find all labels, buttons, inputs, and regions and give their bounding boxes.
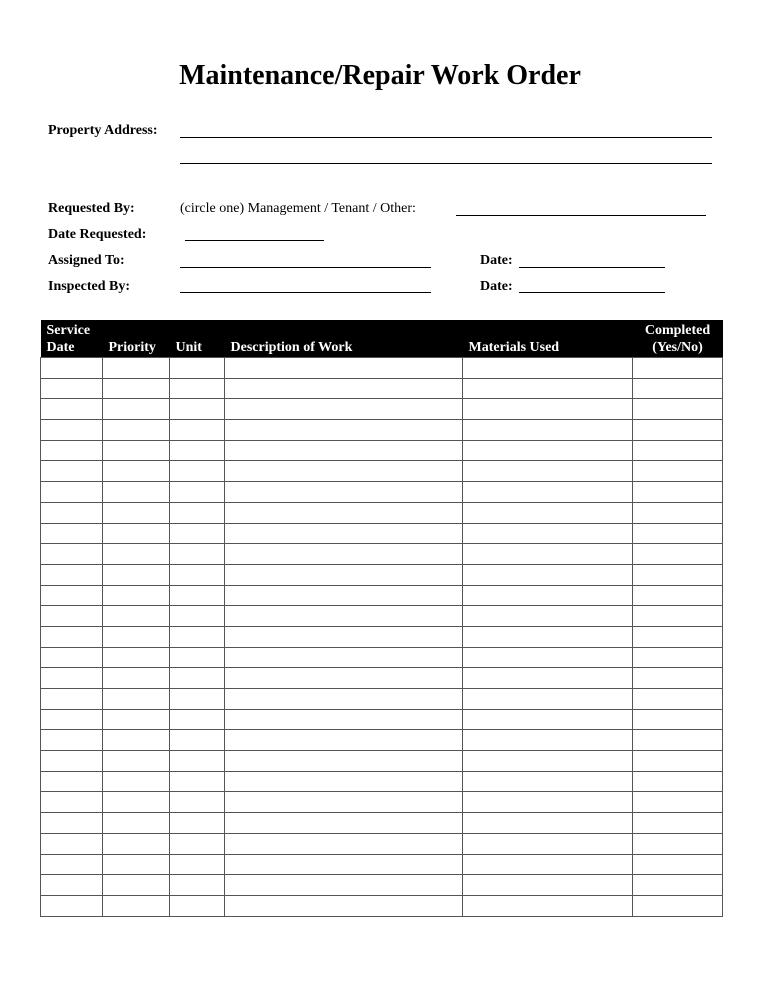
cell-description[interactable] <box>225 792 463 813</box>
cell-materials[interactable] <box>463 647 633 668</box>
cell-completed[interactable] <box>633 751 723 772</box>
cell-materials[interactable] <box>463 689 633 710</box>
table-row <box>41 585 723 606</box>
cell-completed[interactable] <box>633 668 723 689</box>
cell-unit[interactable] <box>170 833 225 854</box>
cell-description[interactable] <box>225 564 463 585</box>
table-row <box>41 523 723 544</box>
cell-priority[interactable] <box>103 564 170 585</box>
cell-unit[interactable] <box>170 854 225 875</box>
cell-description[interactable] <box>225 771 463 792</box>
table-row <box>41 440 723 461</box>
cell-unit[interactable] <box>170 875 225 896</box>
cell-priority[interactable] <box>103 461 170 482</box>
cell-unit[interactable] <box>170 399 225 420</box>
cell-service-date[interactable] <box>41 420 103 441</box>
cell-service-date[interactable] <box>41 668 103 689</box>
cell-service-date[interactable] <box>41 440 103 461</box>
cell-description[interactable] <box>225 854 463 875</box>
cell-materials[interactable] <box>463 730 633 751</box>
cell-description[interactable] <box>225 875 463 896</box>
cell-unit[interactable] <box>170 378 225 399</box>
cell-service-date[interactable] <box>41 606 103 627</box>
cell-materials[interactable] <box>463 854 633 875</box>
requested-by-options-text: (circle one) Management / Tenant / Other: <box>180 201 416 216</box>
cell-materials[interactable] <box>463 771 633 792</box>
cell-unit[interactable] <box>170 544 225 565</box>
assigned-to-line[interactable] <box>180 267 431 268</box>
cell-description[interactable] <box>225 647 463 668</box>
requested-by-options <box>180 201 416 217</box>
cell-unit[interactable] <box>170 751 225 772</box>
cell-priority[interactable] <box>103 358 170 379</box>
cell-unit[interactable] <box>170 813 225 834</box>
cell-unit[interactable] <box>170 358 225 379</box>
requested-by-label: Requested By: <box>48 201 135 216</box>
cell-unit[interactable] <box>170 792 225 813</box>
cell-materials[interactable] <box>463 792 633 813</box>
cell-unit[interactable] <box>170 730 225 751</box>
cell-completed[interactable] <box>633 585 723 606</box>
cell-unit[interactable] <box>170 523 225 544</box>
table-row <box>41 399 723 420</box>
table-row <box>41 668 723 689</box>
requested-by-other-line[interactable] <box>456 215 706 216</box>
cell-completed[interactable] <box>633 523 723 544</box>
cell-description[interactable] <box>225 523 463 544</box>
cell-service-date[interactable] <box>41 564 103 585</box>
cell-service-date[interactable] <box>41 399 103 420</box>
cell-description[interactable] <box>225 440 463 461</box>
cell-completed[interactable] <box>633 378 723 399</box>
cell-materials[interactable] <box>463 502 633 523</box>
cell-description[interactable] <box>225 358 463 379</box>
assigned-date-label: Date: <box>480 253 513 268</box>
cell-service-date[interactable] <box>41 813 103 834</box>
cell-completed[interactable] <box>633 833 723 854</box>
cell-priority[interactable] <box>103 523 170 544</box>
cell-priority[interactable] <box>103 585 170 606</box>
cell-service-date[interactable] <box>41 854 103 875</box>
cell-materials[interactable] <box>463 544 633 565</box>
cell-description[interactable] <box>225 544 463 565</box>
cell-description[interactable] <box>225 585 463 606</box>
date-requested-line[interactable] <box>185 240 324 241</box>
cell-completed[interactable] <box>633 544 723 565</box>
cell-completed[interactable] <box>633 813 723 834</box>
cell-completed[interactable] <box>633 420 723 441</box>
cell-service-date[interactable] <box>41 461 103 482</box>
cell-description[interactable] <box>225 751 463 772</box>
cell-priority[interactable] <box>103 875 170 896</box>
cell-completed[interactable] <box>633 482 723 503</box>
cell-unit[interactable] <box>170 606 225 627</box>
cell-priority[interactable] <box>103 730 170 751</box>
cell-service-date[interactable] <box>41 523 103 544</box>
cell-description[interactable] <box>225 895 463 916</box>
cell-description[interactable] <box>225 378 463 399</box>
table-row <box>41 709 723 730</box>
cell-priority[interactable] <box>103 544 170 565</box>
cell-priority[interactable] <box>103 502 170 523</box>
cell-materials[interactable] <box>463 420 633 441</box>
cell-service-date[interactable] <box>41 730 103 751</box>
table-row <box>41 502 723 523</box>
cell-completed[interactable] <box>633 440 723 461</box>
cell-completed[interactable] <box>633 875 723 896</box>
cell-unit[interactable] <box>170 647 225 668</box>
cell-materials[interactable] <box>463 709 633 730</box>
table-row <box>41 482 723 503</box>
assigned-date-line[interactable] <box>519 267 665 268</box>
cell-description[interactable] <box>225 606 463 627</box>
cell-unit[interactable] <box>170 626 225 647</box>
table-row <box>41 689 723 710</box>
cell-service-date[interactable] <box>41 771 103 792</box>
cell-service-date[interactable] <box>41 689 103 710</box>
cell-completed[interactable] <box>633 771 723 792</box>
cell-unit[interactable] <box>170 585 225 606</box>
col-header-materials: Materials Used <box>463 320 633 358</box>
cell-materials[interactable] <box>463 813 633 834</box>
cell-completed[interactable] <box>633 399 723 420</box>
col-header-unit: Unit <box>170 320 225 358</box>
cell-completed[interactable] <box>633 606 723 627</box>
cell-priority[interactable] <box>103 833 170 854</box>
col-header-description: Description of Work <box>225 320 463 358</box>
cell-service-date[interactable] <box>41 709 103 730</box>
cell-priority[interactable] <box>103 813 170 834</box>
cell-completed[interactable] <box>633 626 723 647</box>
cell-materials[interactable] <box>463 833 633 854</box>
cell-unit[interactable] <box>170 461 225 482</box>
inspected-date-label: Date: <box>480 279 513 294</box>
table-row <box>41 544 723 565</box>
cell-unit[interactable] <box>170 668 225 689</box>
date-requested-label: Date Requested: <box>48 227 147 242</box>
cell-description[interactable] <box>225 626 463 647</box>
cell-priority[interactable] <box>103 689 170 710</box>
cell-description[interactable] <box>225 461 463 482</box>
col-header-completed: Completed (Yes/No) <box>633 320 723 358</box>
cell-description[interactable] <box>225 399 463 420</box>
cell-priority[interactable] <box>103 420 170 441</box>
cell-description[interactable] <box>225 730 463 751</box>
cell-unit[interactable] <box>170 440 225 461</box>
cell-service-date[interactable] <box>41 833 103 854</box>
assigned-to-label: Assigned To: <box>48 253 125 268</box>
cell-materials[interactable] <box>463 378 633 399</box>
work-order-table <box>40 320 723 917</box>
cell-priority[interactable] <box>103 482 170 503</box>
property-address-label: Property Address: <box>48 123 158 138</box>
cell-priority[interactable] <box>103 440 170 461</box>
cell-priority[interactable] <box>103 709 170 730</box>
cell-service-date[interactable] <box>41 482 103 503</box>
cell-completed[interactable] <box>633 358 723 379</box>
cell-service-date[interactable] <box>41 626 103 647</box>
inspected-by-label: Inspected By: <box>48 279 131 294</box>
cell-description[interactable] <box>225 502 463 523</box>
cell-description[interactable] <box>225 482 463 503</box>
cell-materials[interactable] <box>463 440 633 461</box>
table-row <box>41 420 723 441</box>
cell-materials[interactable] <box>463 399 633 420</box>
page-title: Maintenance/Repair Work Order <box>179 60 581 91</box>
cell-unit[interactable] <box>170 502 225 523</box>
table-row <box>41 792 723 813</box>
cell-description[interactable] <box>225 813 463 834</box>
cell-materials[interactable] <box>463 895 633 916</box>
cell-materials[interactable] <box>463 751 633 772</box>
table-row <box>41 626 723 647</box>
cell-service-date[interactable] <box>41 792 103 813</box>
cell-materials[interactable] <box>463 585 633 606</box>
cell-service-date[interactable] <box>41 358 103 379</box>
cell-priority[interactable] <box>103 792 170 813</box>
cell-unit[interactable] <box>170 482 225 503</box>
cell-service-date[interactable] <box>41 895 103 916</box>
cell-priority[interactable] <box>103 647 170 668</box>
cell-description[interactable] <box>225 833 463 854</box>
table-row <box>41 647 723 668</box>
cell-service-date[interactable] <box>41 585 103 606</box>
col-header-priority: Priority <box>103 320 170 358</box>
cell-priority[interactable] <box>103 626 170 647</box>
table-row <box>41 833 723 854</box>
cell-priority[interactable] <box>103 668 170 689</box>
table-row <box>41 358 723 379</box>
property-address-line-1[interactable] <box>180 137 712 138</box>
cell-completed[interactable] <box>633 647 723 668</box>
table-header-row <box>41 320 723 358</box>
cell-priority[interactable] <box>103 606 170 627</box>
cell-priority[interactable] <box>103 399 170 420</box>
cell-unit[interactable] <box>170 420 225 441</box>
cell-priority[interactable] <box>103 771 170 792</box>
cell-completed[interactable] <box>633 792 723 813</box>
cell-materials[interactable] <box>463 875 633 896</box>
cell-completed[interactable] <box>633 895 723 916</box>
col-header-service-date: Service Date <box>41 320 103 358</box>
cell-materials[interactable] <box>463 461 633 482</box>
cell-unit[interactable] <box>170 895 225 916</box>
cell-service-date[interactable] <box>41 751 103 772</box>
table-row <box>41 730 723 751</box>
cell-materials[interactable] <box>463 523 633 544</box>
table-row <box>41 771 723 792</box>
cell-description[interactable] <box>225 709 463 730</box>
cell-materials[interactable] <box>463 626 633 647</box>
table-row <box>41 606 723 627</box>
table-row <box>41 875 723 896</box>
table-row <box>41 564 723 585</box>
cell-service-date[interactable] <box>41 875 103 896</box>
cell-service-date[interactable] <box>41 544 103 565</box>
cell-materials[interactable] <box>463 564 633 585</box>
cell-priority[interactable] <box>103 895 170 916</box>
cell-materials[interactable] <box>463 358 633 379</box>
cell-completed[interactable] <box>633 689 723 710</box>
cell-completed[interactable] <box>633 564 723 585</box>
property-address-line-2[interactable] <box>180 163 712 164</box>
table-row <box>41 895 723 916</box>
cell-completed[interactable] <box>633 502 723 523</box>
cell-completed[interactable] <box>633 730 723 751</box>
cell-unit[interactable] <box>170 564 225 585</box>
table-row <box>41 813 723 834</box>
cell-service-date[interactable] <box>41 378 103 399</box>
cell-unit[interactable] <box>170 689 225 710</box>
cell-priority[interactable] <box>103 378 170 399</box>
table-row <box>41 854 723 875</box>
cell-completed[interactable] <box>633 461 723 482</box>
inspected-date-line[interactable] <box>519 292 665 293</box>
table-row <box>41 378 723 399</box>
cell-unit[interactable] <box>170 771 225 792</box>
cell-unit[interactable] <box>170 709 225 730</box>
cell-description[interactable] <box>225 689 463 710</box>
table-body <box>41 358 723 917</box>
cell-completed[interactable] <box>633 709 723 730</box>
cell-materials[interactable] <box>463 482 633 503</box>
table-row <box>41 461 723 482</box>
cell-priority[interactable] <box>103 854 170 875</box>
cell-materials[interactable] <box>463 668 633 689</box>
cell-service-date[interactable] <box>41 502 103 523</box>
inspected-by-line[interactable] <box>180 292 431 293</box>
table-row <box>41 751 723 772</box>
cell-description[interactable] <box>225 420 463 441</box>
cell-description[interactable] <box>225 668 463 689</box>
cell-completed[interactable] <box>633 854 723 875</box>
cell-service-date[interactable] <box>41 647 103 668</box>
cell-priority[interactable] <box>103 751 170 772</box>
cell-materials[interactable] <box>463 606 633 627</box>
